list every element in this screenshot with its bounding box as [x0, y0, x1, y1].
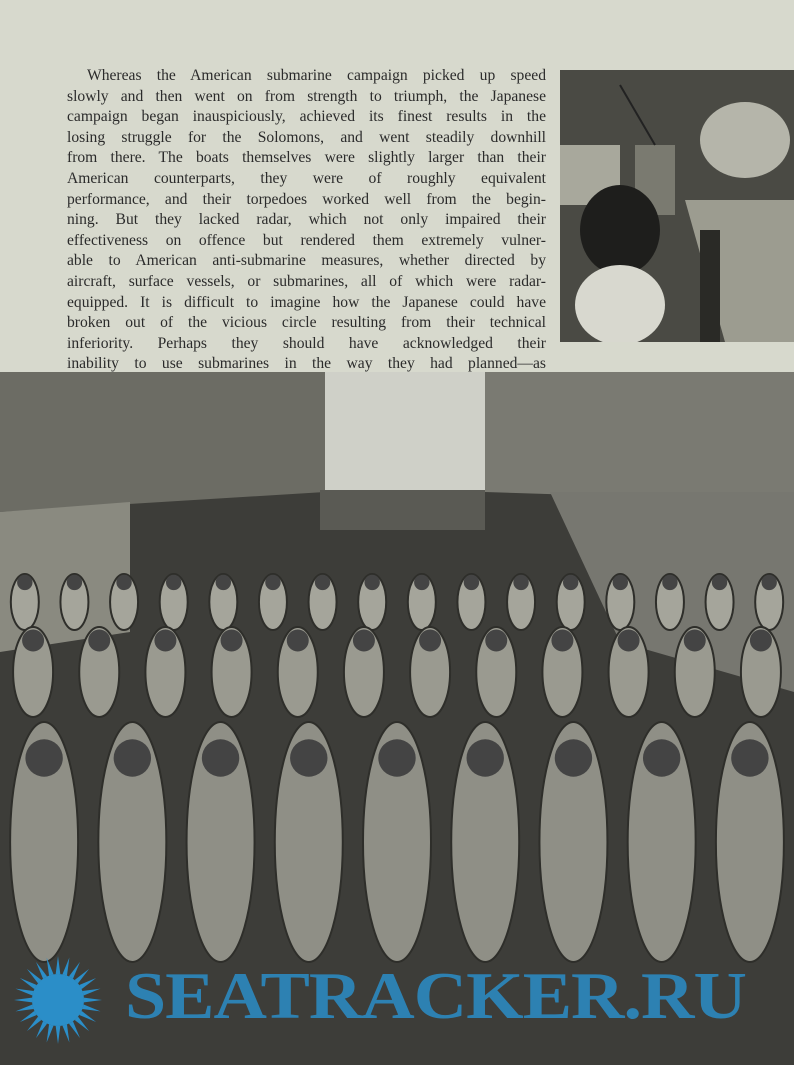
text-line: equipped. It is difficult to imagine how the Japanese could have: [67, 293, 546, 311]
text-line: aircraft, surface vessels, or submarines, all of which were radar-: [67, 272, 546, 290]
text-line: campaign began inauspiciously, achieved its finest results in the: [67, 108, 546, 126]
text-line: able to American anti-submarine measures, whether directed by: [67, 252, 546, 270]
text-line: losing struggle for the Solomons, and went steadily downhill: [67, 128, 546, 146]
text-line: Whereas the American submarine campaign picked up speed: [87, 67, 546, 84]
text-line: effectiveness on offence but rendered them extremely vulner-: [67, 231, 546, 249]
text-line: slowly and then went on from strength to triumph, the Japanese: [67, 87, 546, 105]
watermark: [0, 955, 794, 1045]
body-text: [67, 66, 546, 375]
text-line: inability to use submarines in the way they had planned—as: [67, 355, 546, 373]
watermark-text: SEATRACKER.RU: [125, 959, 746, 1034]
sun-logo-icon: [0, 955, 120, 1045]
text-line: American counterparts, they were of roughly equivalent: [67, 169, 546, 187]
text-line: inferiority. Perhaps they should have acknowledged their: [67, 334, 546, 352]
text-line: from there. The boats themselves were slightly larger than their: [67, 149, 546, 167]
text-line: performance, and their torpedoes worked well from the begin-: [67, 190, 546, 208]
text-line: broken out of the vicious circle resulting from their technical: [67, 314, 546, 332]
submarine-crew-photo: [560, 70, 794, 342]
text-line: ning. But they lacked radar, which not only impaired their: [67, 211, 546, 229]
